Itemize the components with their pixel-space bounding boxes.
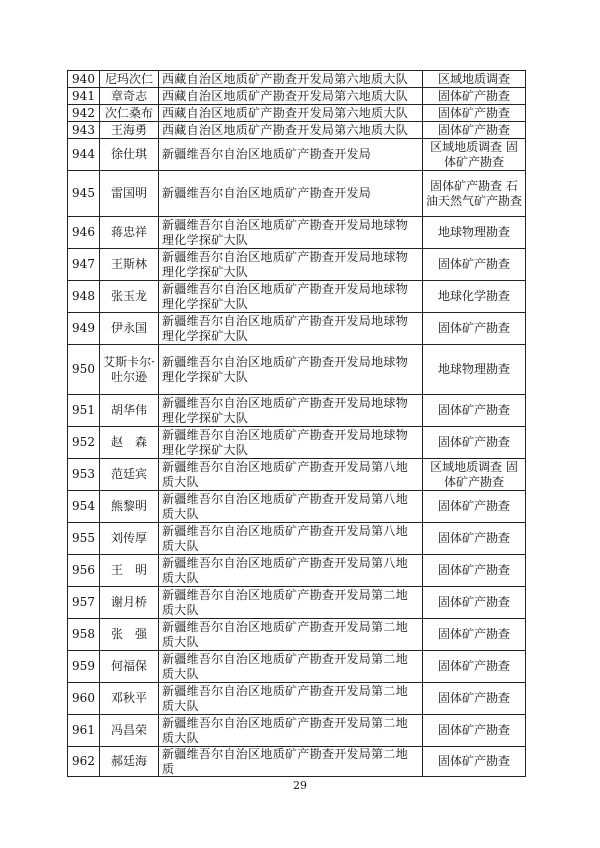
person-name: 熊黎明 <box>100 491 159 523</box>
table-row <box>68 88 526 105</box>
specialty: 地球物理勘查 <box>423 345 526 395</box>
person-name: 王海勇 <box>100 122 159 139</box>
organization: 西藏自治区地质矿产勘查开发局第六地质大队 <box>159 122 423 139</box>
organization: 新疆维吾尔自治区地质矿产勘查开发局地球物理化学探矿大队 <box>159 313 423 345</box>
row-number: 954 <box>68 491 100 523</box>
organization: 新疆维吾尔自治区地质矿产勘查开发局第二地质大队 <box>159 715 423 747</box>
specialty: 固体矿产勘查 <box>423 122 526 139</box>
person-name: 郝廷海 <box>100 747 159 777</box>
row-number: 947 <box>68 249 100 281</box>
specialty: 区域地质调查 固体矿产勘查 <box>423 459 526 491</box>
row-number: 959 <box>68 651 100 683</box>
person-name: 次仁桑布 <box>100 105 159 122</box>
organization: 新疆维吾尔自治区地质矿产勘查开发局第二地质 <box>159 747 423 777</box>
specialty: 区域地质调查 固体矿产勘查 <box>423 139 526 171</box>
person-name: 胡华伟 <box>100 395 159 427</box>
row-number: 946 <box>68 217 100 249</box>
specialty: 固体矿产勘查 <box>423 619 526 651</box>
specialty: 固体矿产勘查 <box>423 523 526 555</box>
organization: 新疆维吾尔自治区地质矿产勘查开发局地球物理化学探矿大队 <box>159 395 423 427</box>
person-name: 艾斯卡尔·吐尔逊 <box>100 345 159 395</box>
specialty: 固体矿产勘查 石油天然气矿产勘查 <box>423 171 526 217</box>
table-row <box>68 249 526 281</box>
row-number: 942 <box>68 105 100 122</box>
specialty: 地球化学勘查 <box>423 281 526 313</box>
table-row <box>68 587 526 619</box>
person-name: 冯昌荣 <box>100 715 159 747</box>
organization: 西藏自治区地质矿产勘查开发局第六地质大队 <box>159 105 423 122</box>
organization: 新疆维吾尔自治区地质矿产勘查开发局第二地质大队 <box>159 619 423 651</box>
row-number: 957 <box>68 587 100 619</box>
table-row <box>68 395 526 427</box>
organization: 新疆维吾尔自治区地质矿产勘查开发局地球物理化学探矿大队 <box>159 249 423 281</box>
row-number: 961 <box>68 715 100 747</box>
row-number: 950 <box>68 345 100 395</box>
person-name: 王斯林 <box>100 249 159 281</box>
table-row <box>68 523 526 555</box>
table-row <box>68 313 526 345</box>
row-number: 952 <box>68 427 100 459</box>
row-number: 940 <box>68 71 100 88</box>
registry-table-body <box>68 71 526 777</box>
organization: 新疆维吾尔自治区地质矿产勘查开发局第二地质大队 <box>159 587 423 619</box>
row-number: 951 <box>68 395 100 427</box>
table-row <box>68 281 526 313</box>
row-number: 944 <box>68 139 100 171</box>
row-number: 945 <box>68 171 100 217</box>
person-name: 谢月桥 <box>100 587 159 619</box>
row-number: 958 <box>68 619 100 651</box>
person-name: 邓秋平 <box>100 683 159 715</box>
specialty: 固体矿产勘查 <box>423 555 526 587</box>
table-row <box>68 619 526 651</box>
organization: 新疆维吾尔自治区地质矿产勘查开发局第八地质大队 <box>159 555 423 587</box>
person-name: 范廷宾 <box>100 459 159 491</box>
person-name: 刘传厚 <box>100 523 159 555</box>
specialty: 固体矿产勘查 <box>423 683 526 715</box>
table-row <box>68 217 526 249</box>
person-name: 雷国明 <box>100 171 159 217</box>
organization: 新疆维吾尔自治区地质矿产勘查开发局第八地质大队 <box>159 459 423 491</box>
specialty: 固体矿产勘查 <box>423 105 526 122</box>
page-number: 29 <box>293 779 307 792</box>
row-number: 953 <box>68 459 100 491</box>
person-name: 张 强 <box>100 619 159 651</box>
specialty: 固体矿产勘查 <box>423 427 526 459</box>
specialty: 地球物理勘查 <box>423 217 526 249</box>
person-name: 尼玛次仁 <box>100 71 159 88</box>
organization: 新疆维吾尔自治区地质矿产勘查开发局第八地质大队 <box>159 491 423 523</box>
row-number: 956 <box>68 555 100 587</box>
person-name: 章奇志 <box>100 88 159 105</box>
table-row <box>68 459 526 491</box>
specialty: 固体矿产勘查 <box>423 88 526 105</box>
table-row <box>68 345 526 395</box>
person-name: 徐仕琪 <box>100 139 159 171</box>
specialty: 区域地质调查 <box>423 71 526 88</box>
specialty: 固体矿产勘查 <box>423 651 526 683</box>
person-name: 蒋忠祥 <box>100 217 159 249</box>
row-number: 948 <box>68 281 100 313</box>
specialty: 固体矿产勘查 <box>423 395 526 427</box>
table-row <box>68 715 526 747</box>
person-name: 赵 森 <box>100 427 159 459</box>
table-row <box>68 491 526 523</box>
specialty: 固体矿产勘查 <box>423 587 526 619</box>
organization: 新疆维吾尔自治区地质矿产勘查开发局 <box>159 139 423 171</box>
organization: 新疆维吾尔自治区地质矿产勘查开发局 <box>159 171 423 217</box>
organization: 西藏自治区地质矿产勘查开发局第六地质大队 <box>159 88 423 105</box>
row-number: 955 <box>68 523 100 555</box>
specialty: 固体矿产勘查 <box>423 747 526 777</box>
person-name: 张玉龙 <box>100 281 159 313</box>
table-row <box>68 139 526 171</box>
specialty: 固体矿产勘查 <box>423 491 526 523</box>
table-row <box>68 71 526 88</box>
organization: 新疆维吾尔自治区地质矿产勘查开发局第二地质大队 <box>159 651 423 683</box>
row-number: 943 <box>68 122 100 139</box>
row-number: 941 <box>68 88 100 105</box>
table-row <box>68 683 526 715</box>
organization: 西藏自治区地质矿产勘查开发局第六地质大队 <box>159 71 423 88</box>
person-name: 何福保 <box>100 651 159 683</box>
organization: 新疆维吾尔自治区地质矿产勘查开发局第二地质大队 <box>159 683 423 715</box>
table-row <box>68 747 526 777</box>
specialty: 固体矿产勘查 <box>423 313 526 345</box>
table-row <box>68 555 526 587</box>
table-row <box>68 651 526 683</box>
organization: 新疆维吾尔自治区地质矿产勘查开发局地球物理化学探矿大队 <box>159 345 423 395</box>
row-number: 960 <box>68 683 100 715</box>
person-name: 王 明 <box>100 555 159 587</box>
registry-table <box>67 70 526 777</box>
specialty: 固体矿产勘查 <box>423 249 526 281</box>
organization: 新疆维吾尔自治区地质矿产勘查开发局第八地质大队 <box>159 523 423 555</box>
row-number: 962 <box>68 747 100 777</box>
table-row <box>68 427 526 459</box>
organization: 新疆维吾尔自治区地质矿产勘查开发局地球物理化学探矿大队 <box>159 427 423 459</box>
organization: 新疆维吾尔自治区地质矿产勘查开发局地球物理化学探矿大队 <box>159 281 423 313</box>
table-row <box>68 105 526 122</box>
table-row <box>68 122 526 139</box>
person-name: 伊永国 <box>100 313 159 345</box>
specialty: 固体矿产勘查 <box>423 715 526 747</box>
table-row <box>68 171 526 217</box>
organization: 新疆维吾尔自治区地质矿产勘查开发局地球物理化学探矿大队 <box>159 217 423 249</box>
row-number: 949 <box>68 313 100 345</box>
